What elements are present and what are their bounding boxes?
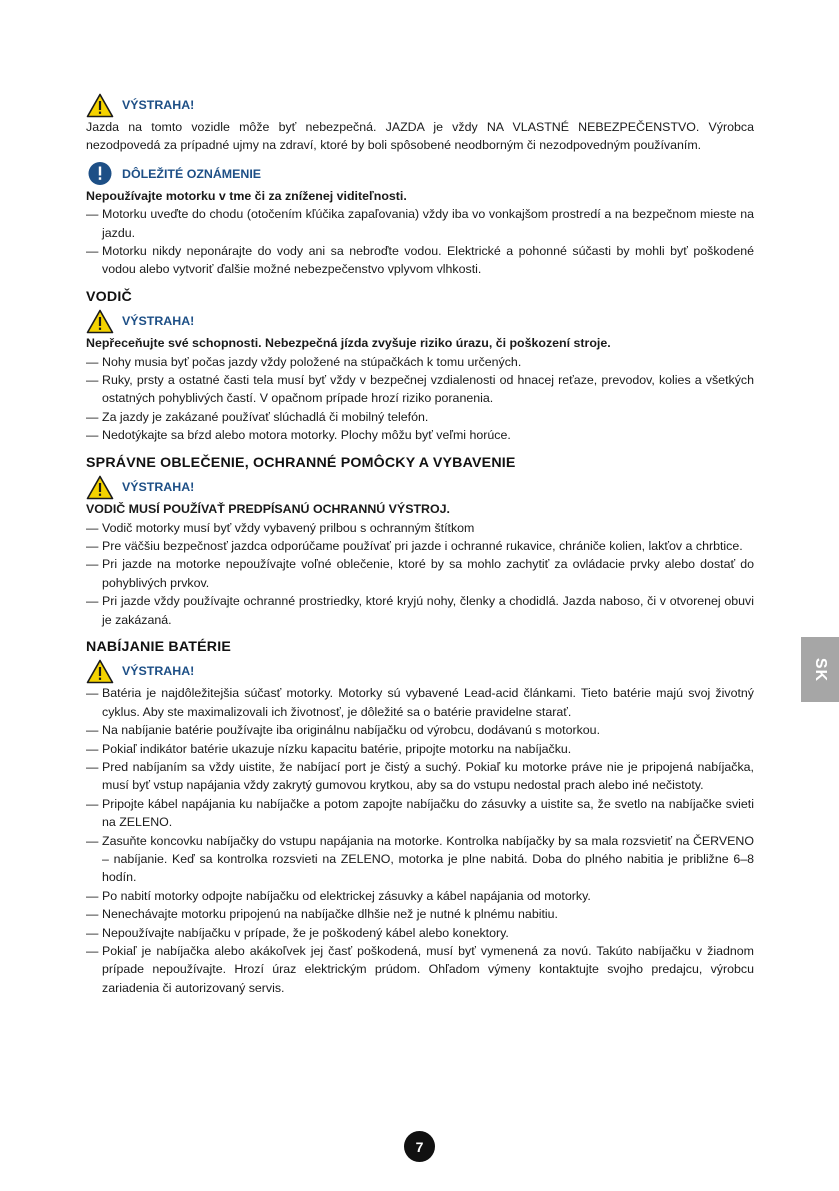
section-heading-clothing: SPRÁVNE OBLEČENIE, OCHRANNÉ POMÔCKY A VYBAVENIE (86, 454, 516, 471)
list-item: — Motorku uveďte do chodu (otočením kľúčika zapaľovania) vždy iba vo vonkajšom prostredí a na bezpečnom mieste na jazdu. (86, 205, 754, 242)
bold-statement: VODIČ MUSÍ POUŽÍVAŤ PREDPÍSANÚ OCHRANNÚ VÝSTROJ. (86, 502, 450, 517)
language-tab (801, 637, 839, 702)
warning-header (86, 474, 754, 500)
list-item: — Nenechávajte motorku pripojenú na nabíjačke dlhšie než je nutné k plnému nabitiu. (86, 905, 754, 923)
language-code: SK (811, 657, 829, 682)
page-number: 7 (404, 1131, 435, 1162)
warning-header (86, 308, 754, 334)
notice-header (86, 161, 754, 187)
warning-triangle-icon (86, 93, 114, 118)
list-item: — Pri jazde vždy používajte ochranné prostriedky, ktoré kryjú nohy, členky a chodidlá. Jazda naboso, či v otvorenej obuvi je zakázaná. (86, 592, 754, 629)
notice-title: DÔLEŽITÉ OZNÁMENIE (122, 166, 262, 181)
list-item: — Motorku nikdy neponárajte do vody ani sa nebroďte vodou. Elektrické a pohonné súčasti by mohli byť poškodené vodou alebo vytvoriť ďalšie možné nebezpečenstvo vplyvom vlhkosti. (86, 242, 754, 279)
list-item: — Pred nabíjaním sa vždy uistite, že nabíjací port je čistý a suchý. Pokiaľ ku motorke práve nie je pripojená nabíjačka, musí byť vstup napájania vždy zakrytý gumovou krytkou, aby sa do vstupu nedostal prach alebo iné nečistoty. (86, 758, 754, 795)
warning-triangle-icon (86, 309, 114, 334)
list-item: — Pokiaľ indikátor batérie ukazuje nízku kapacitu batérie, pripojte motorku na nabíjačku. (86, 740, 754, 758)
list-item: — Zasuňte koncovku nabíjačky do vstupu napájania na motorke. Kontrolka nabíjačky by sa mala rozsvietiť na ČERVENO – nabíjanie. Keď sa kontrolka rozsvieti na ZELENO, motorka je plne nabitá. Doba do plného nabitia je približne 6–8 hodín. (86, 832, 754, 887)
list-item: — Po nabití motorky odpojte nabíjačku od elektrickej zásuvky a kábel napájania od motorky. (86, 887, 754, 905)
bold-statement: Nepoužívajte motorku v tme či za zníženej viditeľnosti. (86, 188, 407, 203)
dash-list (86, 684, 754, 997)
list-item: — Pripojte kábel napájania ku nabíjačke a potom zapojte nabíjačku do zásuvky a uistite sa, že svetlo na nabíjačke svieti na ZELENO. (86, 795, 754, 832)
section-heading-charging: NABÍJANIE BATÉRIE (86, 638, 232, 655)
list-item: — Na nabíjanie batérie používajte iba originálnu nabíjačku od výrobcu, dodávanú s motorkou. (86, 721, 754, 739)
list-item: — Ruky, prsty a ostatné časti tela musí byť vždy v bezpečnej vzdialenosti od hnacej reťaze, prevodov, kolies a všetkých ostatných pohyblivých častí. V opačnom prípade hrozí riziko poranenia. (86, 371, 754, 408)
list-item: — Za jazdy je zakázané používať slúchadlá či mobilný telefón. (86, 408, 754, 426)
list-item: — Pokiaľ je nabíjačka alebo akákoľvek jej časť poškodená, musí byť vymenená za novú. Takúto nabíjačku v žiadnom prípade nepoužívajte. Hrozí úraz elektrickým prúdom. Ohľadom výmeny kontaktujte svojho predajcu, výrobcu zariadenia či autorizovaný servis. (86, 942, 754, 997)
warning-header (86, 92, 754, 118)
warning-title: VÝSTRAHA! (122, 314, 195, 329)
dash-list (86, 353, 754, 445)
warning-triangle-icon (86, 659, 114, 684)
manual-page (86, 92, 754, 997)
bold-statement: Nepřeceňujte své schopnosti. Nebezpečná jízda zvyšuje riziko úrazu, či poškození stroje. (86, 336, 611, 351)
dash-list (86, 519, 754, 629)
list-item: — Nedotýkajte sa bŕzd alebo motora motorky. Plochy môžu byť veľmi horúce. (86, 426, 754, 444)
list-item: — Pre väčšiu bezpečnosť jazdca odporúčame používať pri jazde i ochranné rukavice, chrániče kolien, lakťov a chrbtice. (86, 537, 754, 555)
exclamation-circle-icon (86, 161, 114, 186)
dash-list (86, 205, 754, 279)
warning-title: VÝSTRAHA! (122, 97, 195, 112)
warning-triangle-icon (86, 475, 114, 500)
list-item: — Batéria je najdôležitejšia súčasť motorky. Motorky sú vybavené Lead-acid článkami. Tieto batérie majú svoj životný cyklus. Aby ste maximalizovali ich životnosť, je dôležité sa o batérie pravidelne starať. (86, 684, 754, 721)
list-item: — Nohy musia byť počas jazdy vždy položené na stúpačkách k tomu určených. (86, 353, 754, 371)
list-item: — Vodič motorky musí byť vždy vybavený prilbou s ochranným štítkom (86, 519, 754, 537)
warning-header (86, 658, 754, 684)
warning-title: VÝSTRAHA! (122, 664, 195, 679)
list-item: — Nepoužívajte nabíjačku v prípade, že je poškodený kábel alebo konektory. (86, 924, 754, 942)
warning-title: VÝSTRAHA! (122, 479, 195, 494)
section-heading-driver: VODIČ (86, 288, 132, 305)
paragraph: Jazda na tomto vozidle môže byť nebezpečná. JAZDA je vždy NA VLASTNÉ NEBEZPEČENSTVO. Výrobca nezodpovedá za prípadné ujmy na zdraví, ktoré by boli spôsobené neodborným či nezodpovedným používaním. (86, 120, 754, 153)
list-item: — Pri jazde na motorke nepoužívajte voľné oblečenie, ktoré by sa mohlo zachytiť za ovládacie prvky alebo dostať do pohyblivých prvkov. (86, 555, 754, 592)
